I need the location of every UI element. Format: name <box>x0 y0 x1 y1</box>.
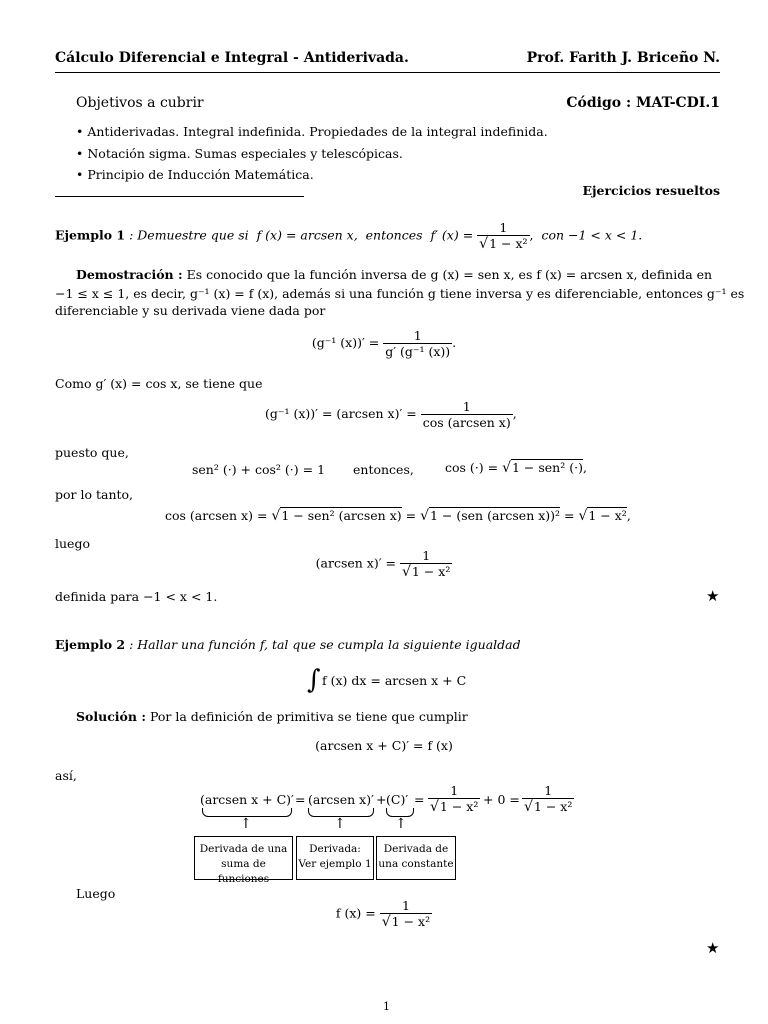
entonces-word: entonces, <box>353 462 414 477</box>
como-line: Como g′ (x) = cos x, se tiene que <box>55 376 263 391</box>
header-rule <box>55 72 720 73</box>
fraction-result-1: $\frac{1}{\text{√1 − x²}}$ <box>430 783 479 815</box>
solution-line: Solución : Por la definición de primitiva se tiene que cumplir <box>76 709 468 724</box>
demo-line-2: −1 ≤ x ≤ 1, es decir, g⁻¹ (x) = f (x), además si una función g tiene inversa y es diferenciable, entonces g⁻¹ es <box>55 286 745 301</box>
header-course-title: Cálculo Diferencial e Integral - Antiderivada. <box>55 50 409 66</box>
arrow-up-icon: ↑ <box>395 816 407 832</box>
end-of-proof-star-icon: ★ <box>706 587 720 605</box>
page-number: 1 <box>383 1000 390 1013</box>
annotation-box-sum: Derivada de una suma de funciones <box>194 836 293 880</box>
objectives-title: Objetivos a cubrir <box>76 95 204 111</box>
example2-statement: Ejemplo 2 : Hallar una función f, tal que se cumpla la siguiente igualdad <box>55 637 521 652</box>
section-label: Ejercicios resueltos <box>582 183 720 198</box>
objectives-rule <box>55 196 304 197</box>
fraction-result-2: $\frac{1}{\text{√1 − x²}}$ <box>524 783 573 815</box>
term-sum-derivative: (arcsen x + C)′ <box>200 792 294 807</box>
equation-cos-arcsen: cos (arcsen x) = √1 − sen² (arcsen x) = √1 − (sen (arcsen x))² = √1 − x², <box>165 508 631 524</box>
objective-item-2: • Notación sigma. Sumas especiales y telescópicas. <box>76 146 403 161</box>
end-of-solution-star-icon: ★ <box>706 939 720 957</box>
objective-item-1: • Antiderivadas. Integral indefinida. Propiedades de la integral indefinida. <box>76 124 548 139</box>
course-code: Código : MAT-CDI.1 <box>566 95 720 111</box>
integral-sign: ∫ <box>307 665 321 695</box>
identity-cos: cos (·) = √1 − sen² (·), <box>445 460 587 476</box>
puesto-que: puesto que, <box>55 445 129 460</box>
term-arcsen-derivative: (arcsen x)′ <box>308 792 374 807</box>
objective-item-3: • Principio de Inducción Matemática. <box>76 167 314 182</box>
plus-zero: + 0 = <box>483 792 520 807</box>
annotation-box-example1: Derivada: Ver ejemplo 1 <box>296 836 374 880</box>
identity-pythagorean: sen² (·) + cos² (·) = 1 <box>192 462 326 477</box>
arrow-up-icon: ↑ <box>240 816 252 832</box>
demo-line-1: Demostración : Es conocido que la función inversa de g (x) = sen x, es f (x) = arcsen x, definida en <box>76 267 713 282</box>
equation-inverse-derivative: (g⁻¹ (x))′ = $\frac{1}{\text{g′ (g⁻¹ (x))}}$ . <box>311 328 457 359</box>
equation-final: f (x) = $\frac{1}{\text{√1 − x²}}$ <box>335 898 431 930</box>
arrow-up-icon: ↑ <box>334 816 346 832</box>
term-constant-derivative: (C)′ <box>386 792 409 807</box>
integral-equation: f (x) dx = arcsen x + C <box>322 673 467 688</box>
luego-2: Luego <box>76 886 116 901</box>
annotation-box-constant: Derivada de una constante <box>376 836 456 880</box>
equation-arcsen-result: (arcsen x)′ = $\frac{1}{\text{√1 − x²}}$ <box>315 548 451 580</box>
luego-1: luego <box>55 536 90 551</box>
example1-statement: Ejemplo 1 : Demuestre que si f (x) = arcsen x, entonces f′ (x) = $\frac{1}{\text{√1 − x²}}$ , con −1 < x < 1. <box>55 220 643 252</box>
por-lo-tanto: por lo tanto, <box>55 487 134 502</box>
asi-word: así, <box>55 768 77 783</box>
demo-line-3: diferenciable y su derivada viene dada por <box>55 303 326 318</box>
header-professor: Prof. Farith J. Briceño N. <box>526 50 720 66</box>
equation-primitive: (arcsen x + C)′ = f (x) <box>315 738 453 753</box>
definida-para: definida para −1 < x < 1. <box>55 589 218 604</box>
equation-arcsen-derivative: (g⁻¹ (x))′ = (arcsen x)′ = $\frac{1}{\text{cos (arcsen x)}}$ , <box>265 399 517 430</box>
